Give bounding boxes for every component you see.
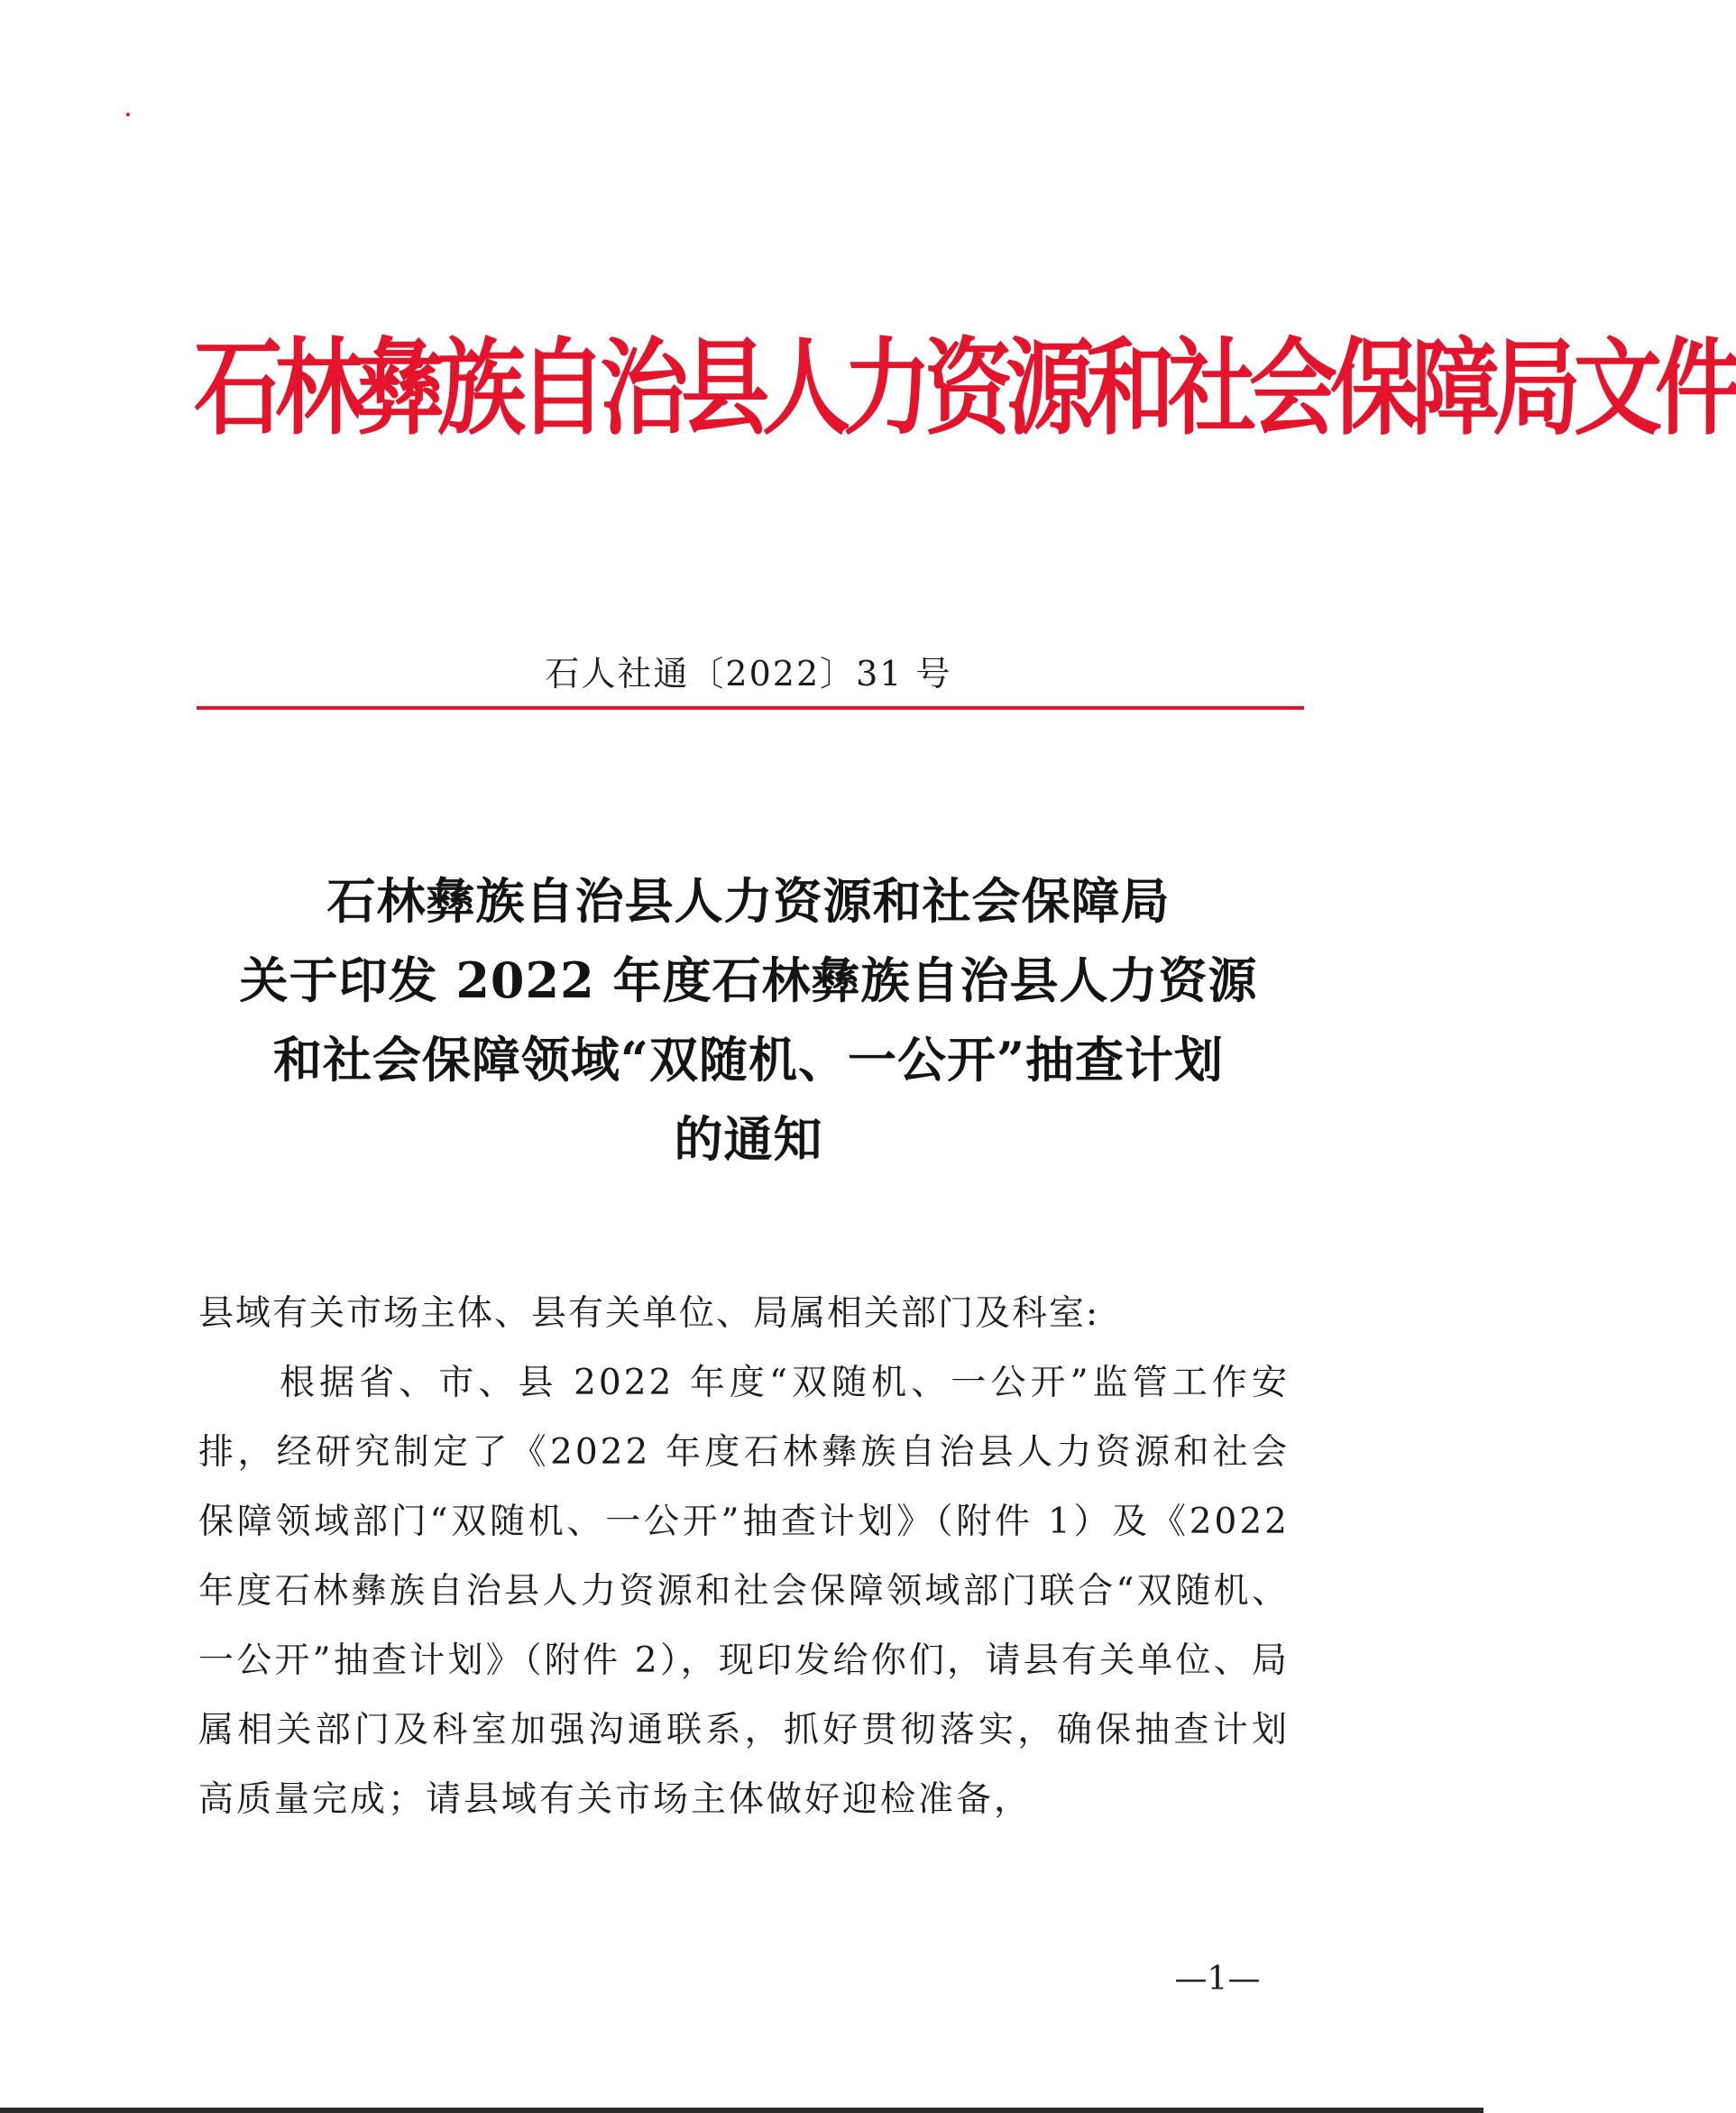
title-line-1: 石林彝族自治县人力资源和社会保障局 — [326, 872, 1171, 930]
document-title — [180, 861, 1317, 1179]
scan-speck — [126, 113, 130, 116]
page-number: —1— — [1174, 1961, 1261, 1998]
document-number: 石人社通〔2022〕31 号 — [545, 654, 952, 694]
document-body — [198, 1279, 1290, 1834]
title-line-4: 的通知 — [674, 1110, 823, 1168]
title-line-2: 关于印发 2022 年度石林彝族自治县人力资源 — [239, 951, 1258, 1009]
salutation: 县域有关市场主体、县有关单位、局属相关部门及科室: — [198, 1293, 1100, 1334]
agency-header-title: 石林彝族自治县人力资源和社会保障局文件 — [194, 328, 1736, 450]
scan-bottom-edge — [0, 2108, 1483, 2113]
body-paragraph: 根据省、市、县 2022 年度“双随机、一公开”监管工作安排，经研究制定了《2022 年度石林彝族自治县人力资源和社会保障领域部门“双随机、一公开”抽查计划》（附件 1）及《2022 年度石林彝族自治县人力资源和社会保障领域部门联合“双随机、一公开”抽查计划》（附件 2），现印发给你们，请县有关单位、局属相关部门及科室加强沟通联系，抓好贯彻落实，确保抽查计划高质量完成；请县域有关市场主体做好迎检准备， — [198, 1363, 1290, 1820]
title-line-3: 和社会保障领域“双随机、一公开”抽查计划 — [272, 1031, 1225, 1089]
red-separator-line — [197, 706, 1304, 710]
